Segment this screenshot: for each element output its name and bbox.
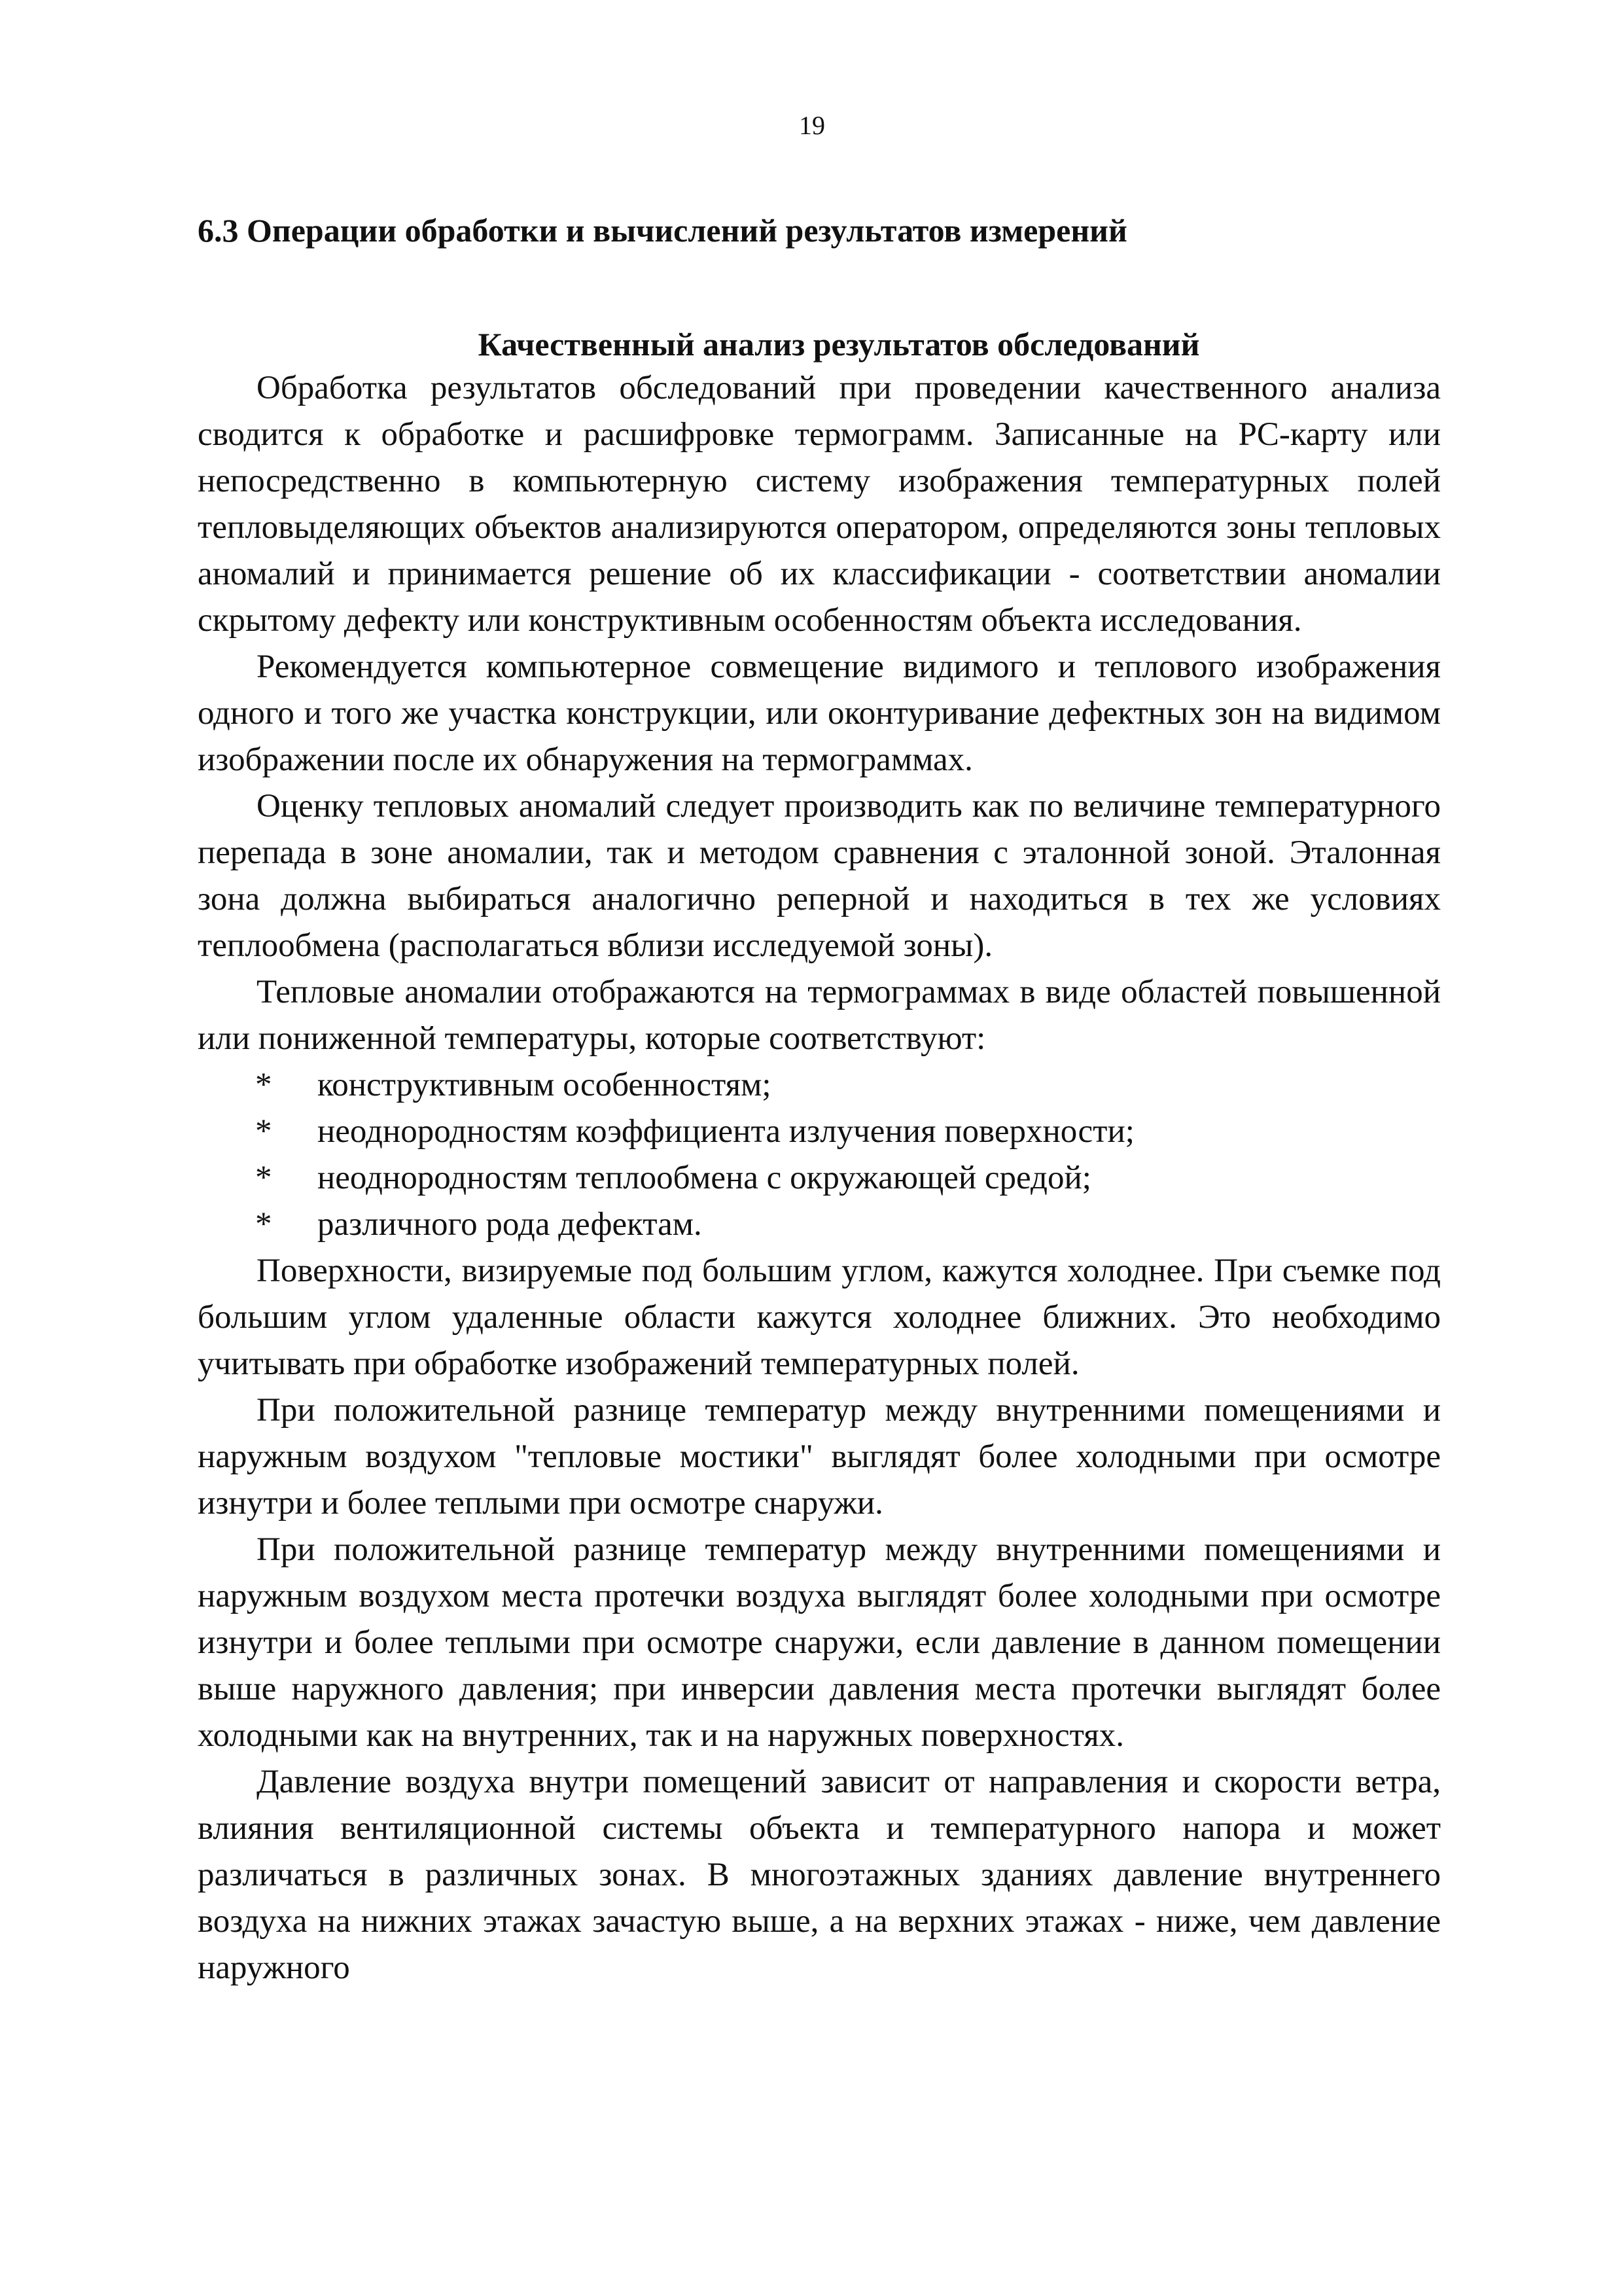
list-item (198, 1155, 1441, 1201)
section-title: 6.3 Операции обработки и вычислений результатов измерений (198, 212, 1127, 249)
list-item (198, 1062, 1441, 1109)
list-item-text: различного рода дефектам. (317, 1206, 702, 1243)
asterisk-bullet-icon: * (255, 1206, 272, 1243)
paragraph: При положительной разнице температур между внутренними помещениями и наружным воздухом места протечки воздуха выглядят более холодными при осмотре изнутри и более теплыми при осмотре снаружи, если давление в данном помещении выше наружного давления; при инверсии давления места протечки выглядят более холодными как на внутренних, так и на наружных поверхностях. (198, 1531, 1441, 1754)
paragraph: Давление воздуха внутри помещений зависит от направления и скорости ветра, влияния вентиляционной системы объекта и температурного напора и может различаться в различных зонах. В многоэтажных зданиях давление внутреннего воздуха на нижних этажах зачастую выше, а на верхних этажах - ниже, чем давление наружного (198, 1764, 1441, 1986)
list-item-text: конструктивным особенностям; (317, 1067, 771, 1103)
list-item (198, 1109, 1441, 1155)
page-number: 19 (799, 111, 825, 140)
list-item-text: неоднородностям коэффициента излучения поверхности; (317, 1113, 1135, 1150)
paragraph: Обработка результатов обследований при проведении качественного анализа сводится к обработке и расшифровке термограмм. Записанные на PC-карту или непосредственно в компьютерную систему изображения температурных полей тепловыделяющих объектов анализируются оператором, определяются зоны тепловых аномалий и принимается решение об их классификации - соответствии аномалии скрытому дефекту или конструктивным особенностям объекта исследования. (198, 370, 1441, 639)
asterisk-bullet-icon: * (255, 1067, 272, 1103)
asterisk-bullet-icon: * (255, 1113, 272, 1150)
asterisk-bullet-icon: * (255, 1160, 272, 1196)
list-item (198, 1201, 1441, 1248)
paragraph: Рекомендуется компьютерное совмещение видимого и теплового изображения одного и того же участка конструкции, или оконтуривание дефектных зон на видимом изображении после их обнаружения на термограммах. (198, 649, 1441, 778)
list-item-text: неоднородностям теплообмена с окружающей средой; (317, 1160, 1091, 1196)
paragraph: Тепловые аномалии отображаются на термограммах в виде областей повышенной или пониженной температуры, которые соответствуют: (198, 974, 1441, 1057)
paragraph: Оценку тепловых аномалий следует производить как по величине температурного перепада в зоне аномалии, так и методом сравнения с эталонной зоной. Эталонная зона должна выбираться аналогично реперной и находиться в тех же условиях теплообмена (располагаться вблизи исследуемой зоны). (198, 788, 1441, 964)
subtitle: Качественный анализ результатов обследований (478, 326, 1200, 363)
bullet-list (198, 1062, 1441, 1248)
page-content (198, 209, 1441, 1991)
paragraph: При положительной разнице температур между внутренними помещениями и наружным воздухом "тепловые мостики" выглядят более холодными при осмотре изнутри и более теплыми при осмотре снаружи. (198, 1392, 1441, 1521)
paragraph: Поверхности, визируемые под большим углом, кажутся холоднее. При съемке под большим углом удаленные области кажутся холоднее ближних. Это необходимо учитывать при обработке изображений температурных полей. (198, 1253, 1441, 1382)
